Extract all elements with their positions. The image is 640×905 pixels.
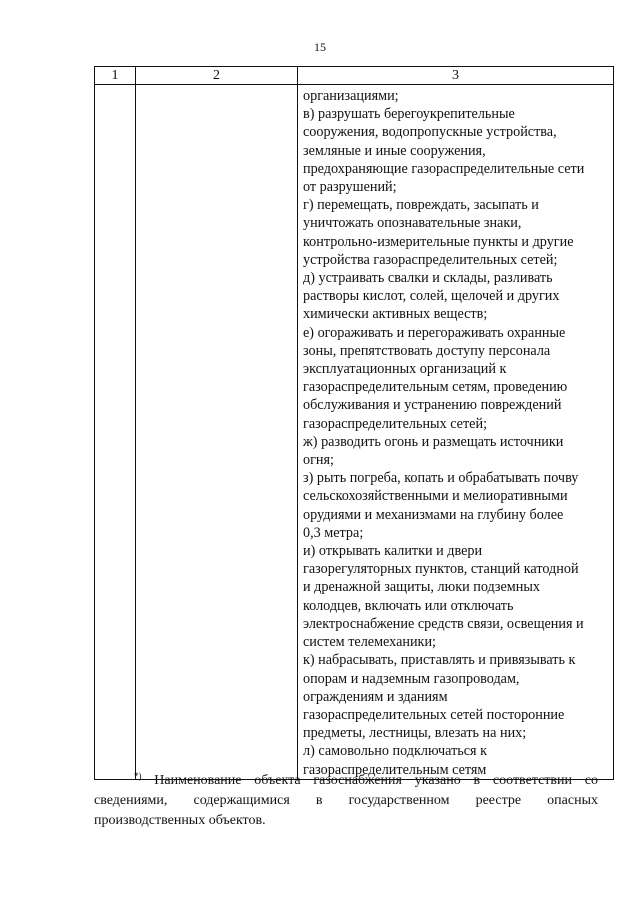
footnote-marker: *) <box>134 771 142 781</box>
text-line: сельскохозяйственными и мелиоративными <box>303 488 568 505</box>
text-line: ограждениям и зданиям <box>303 688 448 705</box>
text-line: систем телемеханики; <box>303 634 436 651</box>
text-line: 0,3 метра; <box>303 524 364 541</box>
text-line: предохраняющие газораспределительные сети <box>303 160 585 177</box>
text-line: обслуживания и устранению повреждений <box>303 397 562 414</box>
text-line: ж) разводить огонь и размещать источники <box>303 433 564 450</box>
text-line: газораспределительным сетям <box>303 761 487 778</box>
header-cell-3: 3 <box>298 67 614 85</box>
cell-column-3 <box>298 85 614 780</box>
text-line: газорегуляторных пунктов, станций катодной <box>303 561 579 578</box>
text-line: опорам и надземным газопроводам, <box>303 670 520 687</box>
text-line: огня; <box>303 452 334 469</box>
text-line: з) рыть погреба, копать и обрабатывать почву <box>303 470 579 487</box>
table-header-row <box>95 67 614 85</box>
text-line: и дренажной защиты, люки подземных <box>303 579 540 596</box>
text-line: газораспределительным сетям, проведению <box>303 379 568 396</box>
text-line: контрольно-измерительные пункты и другие <box>303 233 574 250</box>
column-3-text <box>298 85 613 779</box>
document-table <box>94 66 614 780</box>
text-line: л) самовольно подключаться к <box>303 743 488 760</box>
text-line: в) разрушать берегоукрепительные <box>303 106 515 123</box>
text-line: газораспределительных сетей посторонние <box>303 706 565 723</box>
footnote-text: Наименование объекта газоснабжения указано в соответствии со сведениями, содержащимися в государственном реестре опасных производственных объектов. <box>94 773 598 828</box>
text-line: сооружения, водопропускные устройства, <box>303 124 557 141</box>
cell-column-2 <box>136 85 298 780</box>
text-line: электроснабжение средств связи, освещения и <box>303 615 584 632</box>
footnote-paragraph <box>94 766 598 831</box>
text-line: предметы, лестницы, влезать на них; <box>303 725 527 742</box>
text-line: эксплуатационных организаций к <box>303 361 507 378</box>
text-line: д) устраивать свалки и склады, разливать <box>303 270 553 287</box>
text-line: колодцев, включать или отключать <box>303 597 514 614</box>
page-number: 15 <box>314 40 326 54</box>
text-line: к) набрасывать, приставлять и привязывать к <box>303 652 576 669</box>
text-line: организациями; <box>303 88 399 104</box>
text-line: растворы кислот, солей, щелочей и других <box>303 288 560 305</box>
text-line: от разрушений; <box>303 179 397 196</box>
text-line: химически активных веществ; <box>303 306 488 323</box>
table-row <box>95 85 614 780</box>
text-line: орудиями и механизмами на глубину более <box>303 506 564 523</box>
text-line: и) открывать калитки и двери <box>303 543 483 560</box>
text-line: устройства газораспределительных сетей; <box>303 251 558 268</box>
cell-column-1 <box>95 85 136 780</box>
header-cell-1: 1 <box>95 67 136 85</box>
text-line: газораспределительных сетей; <box>303 415 488 432</box>
text-line: уничтожать опознавательные знаки, <box>303 215 522 232</box>
header-cell-2: 2 <box>136 67 298 85</box>
footnote <box>94 766 598 831</box>
text-line: е) огораживать и перегораживать охранные <box>303 324 566 341</box>
text-line: зоны, препятствовать доступу персонала <box>303 342 551 359</box>
text-line: г) перемещать, повреждать, засыпать и <box>303 197 539 214</box>
text-line: земляные и иные сооружения, <box>303 142 486 159</box>
